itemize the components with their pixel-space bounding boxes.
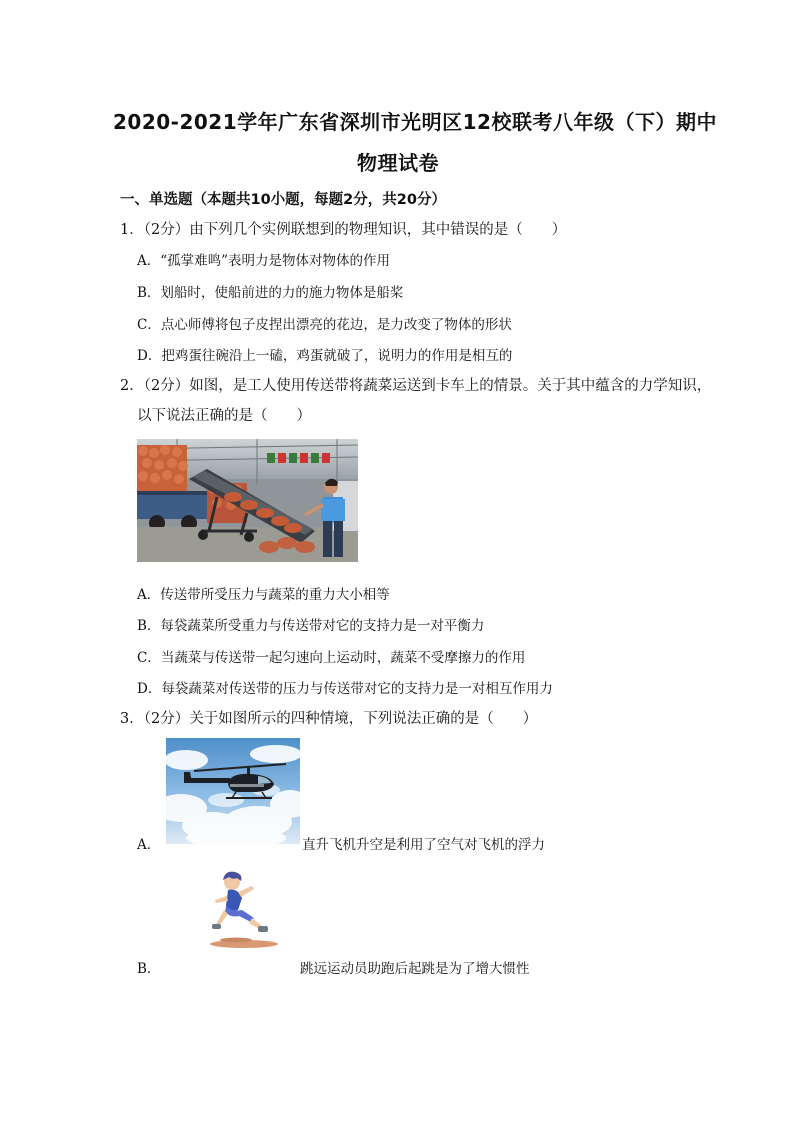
question-1-stem: 1．（2分）由下列几个实例联想到的物理知识，其中错误的是（ ） (120, 222, 567, 238)
paper-title-line2: 物理试卷 (357, 151, 439, 175)
question-3-option-b-letter: B． (137, 961, 161, 977)
question-1-option-b: B．划船时，使船前进的力的施力物体是船桨 (137, 285, 404, 301)
question-1-option-c: C．点心师傅将包子皮捏出漂亮的花边，是力改变了物体的形状 (137, 317, 512, 333)
question-2-option-c: C．当蔬菜与传送带一起匀速向上运动时，蔬菜不受摩擦力的作用 (137, 650, 526, 666)
paper-title-line1: 2020-2021学年广东省深圳市光明区12校联考八年级（下）期中 (113, 110, 717, 134)
question-2-option-b: B．每袋蔬菜所受重力与传送带对它的支持力是一对平衡力 (137, 618, 485, 634)
question-3-option-a-text: 直升飞机升空是利用了空气对飞机的浮力 (302, 837, 545, 853)
question-1-option-a: A．“孤掌难鸣”表明力是物体对物体的作用 (137, 253, 391, 269)
long-jump-illustration (208, 870, 282, 950)
question-2-stem-line1: 2．（2分）如图，是工人使用传送带将蔬菜运送到卡车上的情景。关于其中蕴含的力学知识， (120, 378, 712, 394)
question-3-option-b-text: 跳远运动员助跑后起跳是为了增大惯性 (300, 961, 530, 977)
question-1-option-d: D．把鸡蛋往碗沿上一磕，鸡蛋就破了，说明力的作用是相互的 (137, 348, 513, 364)
section-heading: 一、单选题（本题共10小题，每题2分，共20分） (120, 192, 446, 208)
question-2-stem-line2: 以下说法正确的是（ ） (137, 408, 311, 424)
question-3-option-a-letter: A． (137, 837, 161, 853)
question-2-option-a: A．传送带所受压力与蔬菜的重力大小相等 (137, 587, 390, 603)
question-2-option-d: D．每袋蔬菜对传送带的压力与传送带对它的支持力是一对相互作用力 (137, 681, 553, 697)
conveyor-belt-photo (137, 439, 358, 562)
question-3-stem: 3．（2分）关于如图所示的四种情境，下列说法正确的是（ ） (120, 711, 538, 727)
helicopter-photo (166, 738, 300, 844)
